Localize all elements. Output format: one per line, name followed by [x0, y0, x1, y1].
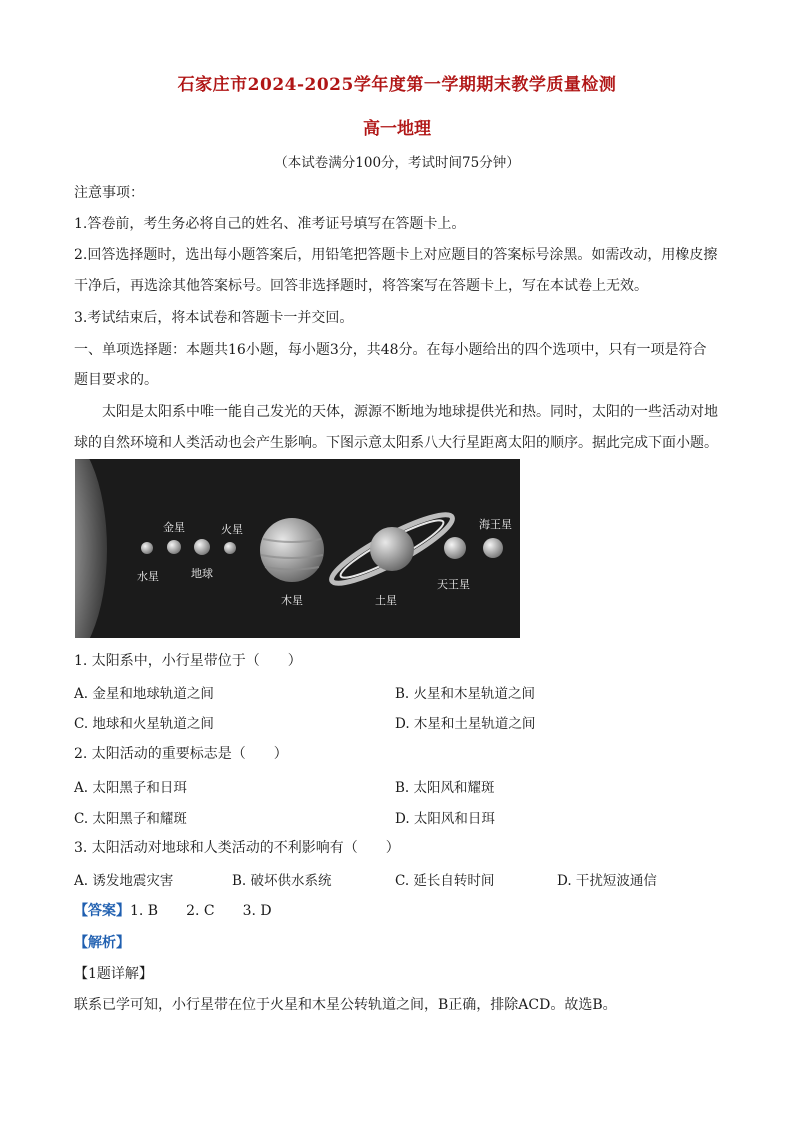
- question-3-option-b: B. 破坏供水系统: [232, 873, 332, 889]
- analysis-label: 【解析】: [74, 935, 130, 951]
- mercury-label: 水星: [137, 570, 159, 583]
- question-1-option-c: C. 地球和火星轨道之间: [74, 716, 214, 732]
- venus-label: 金星: [163, 521, 185, 534]
- venus-planet: [167, 540, 181, 554]
- earth-label: 地球: [191, 567, 213, 580]
- question-3-option-c: C. 延长自转时间: [395, 873, 495, 889]
- question-2-option-c: C. 太阳黑子和耀斑: [74, 811, 187, 827]
- question-1-stem: 1. 太阳系中，小行星带位于（ ）: [74, 653, 302, 669]
- question-1-option-a: A. 金星和地球轨道之间: [74, 686, 214, 702]
- section-heading: 一、单项选择题：本题共16小题，每小题3分，共48分。在每小题给出的四个选项中，只有一项是符合: [74, 342, 707, 358]
- detail-label-line: [74, 963, 724, 985]
- notice-item-3: 3.考试结束后，将本试卷和答题卡一并交回。: [74, 310, 354, 326]
- analysis-label-line: [74, 932, 724, 954]
- question-3-stem: 3. 太阳活动对地球和人类活动的不利影响有（ ）: [74, 840, 400, 856]
- uranus-label: 天王星: [437, 578, 470, 591]
- notice-item-2-cont: 干净后，再选涂其他答案标号。回答非选择题时，将答案写在答题卡上，写在本试卷上无效。: [74, 278, 648, 294]
- neptune-label: 海王星: [479, 518, 512, 531]
- detail-text: 联系已学可知，小行星带在位于火星和木星公转轨道之间，B正确，排除ACD。故选B。: [74, 997, 617, 1013]
- passage-line-1: 太阳是太阳系中唯一能自己发光的天体，源源不断地为地球提供光和热。同时，太阳的一些活动对地: [102, 404, 718, 420]
- mars-planet: [224, 542, 236, 554]
- question-2-stem: 2. 太阳活动的重要标志是（ ）: [74, 746, 288, 762]
- exam-note: （本试卷满分100分，考试时间75分钟）: [274, 155, 520, 171]
- solar-system-figure: [75, 459, 520, 638]
- question-1-option-b: B. 火星和木星轨道之间: [395, 686, 536, 702]
- question-2-option-b: B. 太阳风和耀斑: [395, 780, 495, 796]
- passage-line-2: 球的自然环境和人类活动也会产生影响。下图示意太阳系八大行星距离太阳的顺序。据此完成下面小题。: [74, 435, 718, 451]
- exam-title: 石家庄市2024-2025学年度第一学期期末教学质量检测: [177, 75, 617, 95]
- jupiter-planet: [260, 518, 324, 582]
- mars-label: 火星: [221, 523, 243, 536]
- notice-item-2: 2.回答选择题时，选出每小题答案后，用铅笔把答题卡上对应题目的答案标号涂黑。如需改动，用橡皮擦: [74, 247, 718, 263]
- saturn-label: 土星: [375, 594, 397, 607]
- answer-label: 【答案】: [74, 903, 130, 919]
- subject-title: 高一地理: [363, 119, 431, 139]
- earth-planet: [194, 539, 210, 555]
- detail-label: 【1题详解】: [74, 966, 153, 982]
- uranus-planet: [444, 537, 466, 559]
- section-heading-cont: 题目要求的。: [74, 372, 158, 388]
- mercury-planet: [141, 542, 153, 554]
- question-3-option-d: D. 干扰短波通信: [557, 873, 657, 889]
- question-2-option-d: D. 太阳风和日珥: [395, 811, 495, 827]
- jupiter-label: 木星: [281, 594, 303, 607]
- notice-heading: 注意事项：: [74, 185, 144, 201]
- saturn-planet: [370, 527, 414, 571]
- solar-system-svg: [75, 459, 520, 638]
- answer-text: 1. B 2. C 3. D: [130, 903, 272, 919]
- notice-item-1: 1.答卷前，考生务必将自己的姓名、准考证号填写在答题卡上。: [74, 216, 466, 232]
- question-2-option-a: A. 太阳黑子和日珥: [74, 780, 187, 796]
- question-1-option-d: D. 木星和土星轨道之间: [395, 716, 536, 732]
- answer-line: [74, 900, 724, 922]
- question-3-option-a: A. 诱发地震灾害: [74, 873, 174, 889]
- neptune-planet: [483, 538, 503, 558]
